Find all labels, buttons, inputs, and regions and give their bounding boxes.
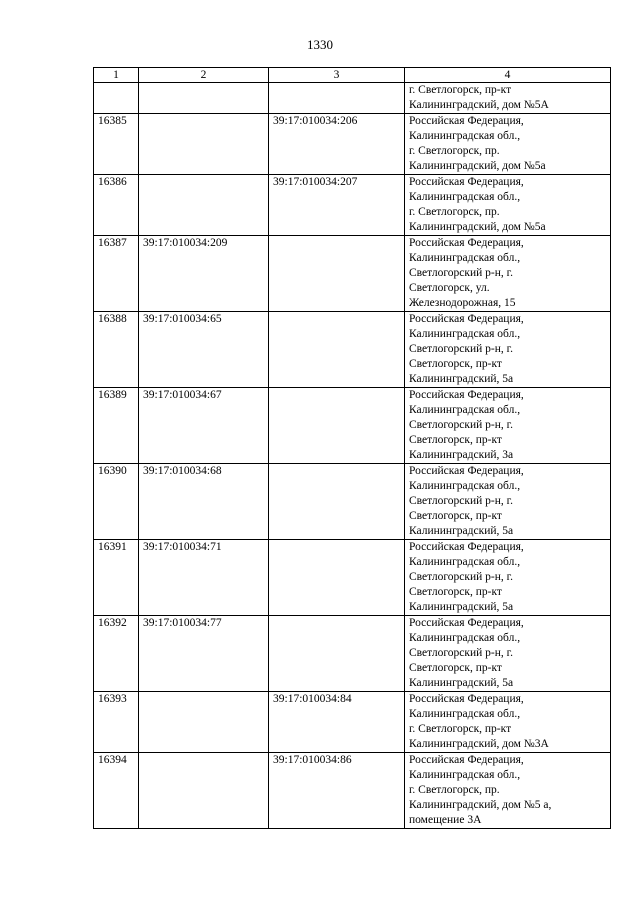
- cadastral-number-alt-cell: 39:17:010034:86: [269, 753, 405, 829]
- cadastral-number-cell: 39:17:010034:67: [139, 388, 269, 464]
- column-header-3: 3: [269, 68, 405, 83]
- address-cell: Российская Федерация, Калининградская обл., Светлогорский р-н, г. Светлогорск, пр-кт Калининградский, 3а: [405, 388, 611, 464]
- cadastral-number-alt-cell: [269, 83, 405, 114]
- cadastral-number-cell: 39:17:010034:77: [139, 616, 269, 692]
- table-row: [94, 114, 611, 175]
- cadastral-number-alt-cell: 39:17:010034:207: [269, 175, 405, 236]
- row-number-cell: 16385: [94, 114, 139, 175]
- row-number-cell: 16386: [94, 175, 139, 236]
- cadastral-number-alt-cell: [269, 312, 405, 388]
- address-cell: Российская Федерация, Калининградская обл., г. Светлогорск, пр-кт Калининградский, дом №3А: [405, 692, 611, 753]
- cadastral-number-cell: [139, 692, 269, 753]
- cadastral-number-alt-cell: 39:17:010034:206: [269, 114, 405, 175]
- cadastral-number-alt-cell: [269, 540, 405, 616]
- cadastral-number-cell: 39:17:010034:209: [139, 236, 269, 312]
- table-row: [94, 540, 611, 616]
- cadastral-number-cell: [139, 175, 269, 236]
- address-cell: Российская Федерация, Калининградская обл., г. Светлогорск, пр. Калининградский, дом №5 а, помещение 3А: [405, 753, 611, 829]
- row-number-cell: 16392: [94, 616, 139, 692]
- column-header-1: 1: [94, 68, 139, 83]
- cadastral-number-cell: [139, 83, 269, 114]
- row-number-cell: [94, 83, 139, 114]
- table-row: [94, 175, 611, 236]
- column-header-2: 2: [139, 68, 269, 83]
- cadastral-number-cell: 39:17:010034:65: [139, 312, 269, 388]
- column-header-4: 4: [405, 68, 611, 83]
- row-number-cell: 16393: [94, 692, 139, 753]
- cadastral-number-alt-cell: 39:17:010034:84: [269, 692, 405, 753]
- address-cell: г. Светлогорск, пр-кт Калининградский, дом №5А: [405, 83, 611, 114]
- table-row: [94, 83, 611, 114]
- row-number-cell: 16391: [94, 540, 139, 616]
- address-cell: Российская Федерация, Калининградская обл., Светлогорский р-н, г. Светлогорск, ул. Железнодорожная, 15: [405, 236, 611, 312]
- table-row: [94, 692, 611, 753]
- row-number-cell: 16389: [94, 388, 139, 464]
- address-cell: Российская Федерация, Калининградская обл., г. Светлогорск, пр. Калининградский, дом №5а: [405, 175, 611, 236]
- page-number: 1330: [307, 37, 333, 52]
- address-cell: Российская Федерация, Калининградская обл., Светлогорский р-н, г. Светлогорск, пр-кт Калининградский, 5а: [405, 616, 611, 692]
- header-row: [94, 68, 611, 83]
- table-row: [94, 616, 611, 692]
- cadastral-number-alt-cell: [269, 388, 405, 464]
- table-row: [94, 464, 611, 540]
- cadastral-number-cell: [139, 114, 269, 175]
- address-cell: Российская Федерация, Калининградская обл., Светлогорский р-н, г. Светлогорск, пр-кт Калининградский, 5а: [405, 540, 611, 616]
- table-row: [94, 753, 611, 829]
- cadastral-number-cell: [139, 753, 269, 829]
- address-cell: Российская Федерация, Калининградская обл., Светлогорский р-н, г. Светлогорск, пр-кт Калининградский, 5а: [405, 464, 611, 540]
- row-number-cell: 16387: [94, 236, 139, 312]
- table-row: [94, 388, 611, 464]
- table-row: [94, 236, 611, 312]
- cadastral-number-alt-cell: [269, 616, 405, 692]
- registry-table: [93, 67, 611, 829]
- row-number-cell: 16394: [94, 753, 139, 829]
- row-number-cell: 16388: [94, 312, 139, 388]
- table-row: [94, 312, 611, 388]
- cadastral-number-cell: 39:17:010034:71: [139, 540, 269, 616]
- address-cell: Российская Федерация, Калининградская обл., г. Светлогорск, пр. Калининградский, дом №5а: [405, 114, 611, 175]
- row-number-cell: 16390: [94, 464, 139, 540]
- cadastral-number-alt-cell: [269, 464, 405, 540]
- cadastral-number-alt-cell: [269, 236, 405, 312]
- address-cell: Российская Федерация, Калининградская обл., Светлогорский р-н, г. Светлогорск, пр-кт Калининградский, 5а: [405, 312, 611, 388]
- cadastral-number-cell: 39:17:010034:68: [139, 464, 269, 540]
